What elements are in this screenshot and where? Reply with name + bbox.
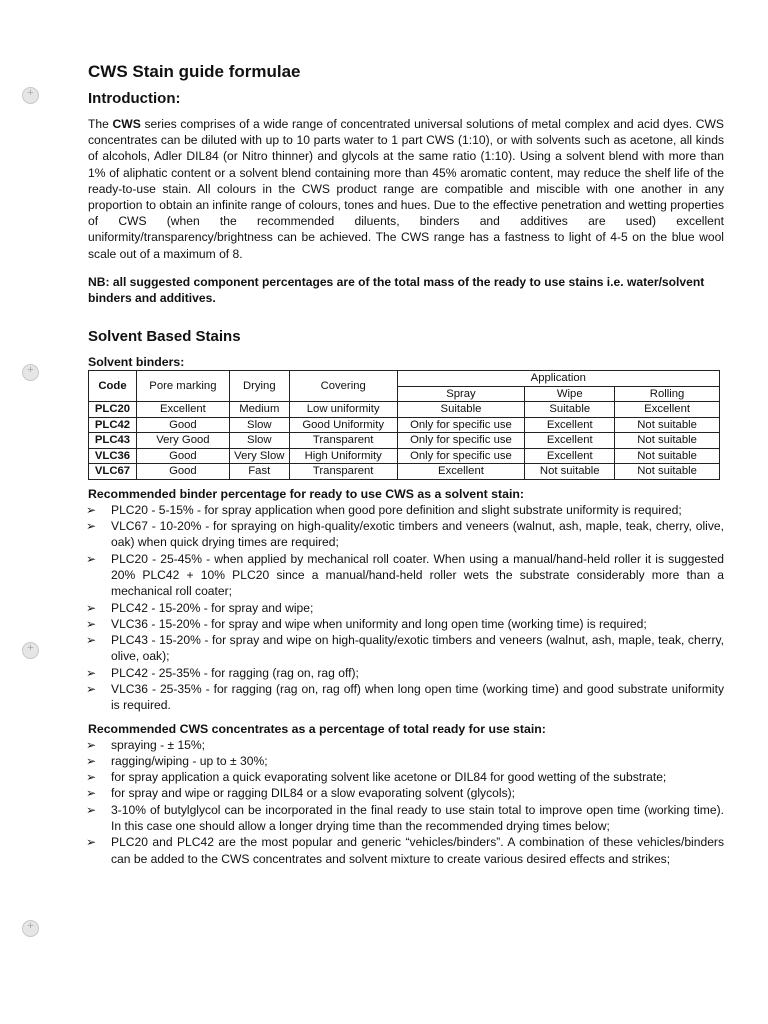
cell-pore: Good: [136, 464, 229, 480]
list-item: ➢ PLC42 - 25-35% - for ragging (rag on, rag off);: [86, 665, 359, 680]
cell-rolling: Excellent: [615, 402, 720, 418]
cell-spray: Suitable: [397, 402, 525, 418]
cell-drying: Slow: [229, 433, 289, 449]
punch-hole-icon: [22, 87, 39, 104]
table-row: [89, 464, 720, 480]
nb-note: NB: all suggested component percentages are of the total mass of the ready to use stains i.e. water/solvent binders and additives.: [88, 274, 705, 306]
cell-covering: Good Uniformity: [289, 417, 397, 433]
solvent-section-heading: Solvent Based Stains: [88, 328, 241, 346]
list-item: ➢ VLC36 - 25-35% - for ragging (rag on, rag off) when long open time (working time) and good substrate uniformity is required.: [86, 682, 724, 713]
rec-binder-list: [88, 502, 724, 714]
cell-pore: Good: [136, 448, 229, 464]
cell-code: VLC67: [89, 464, 137, 480]
cell-rolling: Not suitable: [615, 448, 720, 464]
punch-hole-icon: [22, 920, 39, 937]
cell-rolling: Not suitable: [615, 417, 720, 433]
cell-code: PLC42: [89, 417, 137, 433]
arrow-bullet-icon: ➢: [86, 665, 97, 680]
cell-drying: Medium: [229, 402, 289, 418]
list-item: ➢ PLC43 - 15-20% - for spray and wipe on high-quality/exotic timbers and veneers (walnut, ash, maple, teak, cherry, olive, oak);: [86, 633, 724, 664]
cell-covering: Transparent: [289, 433, 397, 449]
arrow-bullet-icon: ➢: [86, 633, 97, 648]
arrow-bullet-icon: ➢: [86, 753, 97, 768]
arrow-bullet-icon: ➢: [86, 770, 97, 785]
arrow-bullet-icon: ➢: [86, 519, 97, 534]
cell-drying: Very Slow: [229, 448, 289, 464]
table-row: [89, 417, 720, 433]
cell-spray: Only for specific use: [397, 448, 525, 464]
cell-pore: Very Good: [136, 433, 229, 449]
rec-concentrate-heading: Recommended CWS concentrates as a percentage of total ready for use stain:: [88, 721, 546, 736]
arrow-bullet-icon: ➢: [86, 786, 97, 801]
header-application: Application: [397, 371, 719, 387]
cell-wipe: Excellent: [525, 433, 615, 449]
cell-covering: High Uniformity: [289, 448, 397, 464]
page-title: CWS Stain guide formulae: [88, 62, 301, 81]
arrow-bullet-icon: ➢: [86, 682, 97, 696]
list-item: ➢ for spray and wipe or ragging DIL84 or a slow evaporating solvent (glycols);: [86, 786, 516, 801]
list-item: ➢ spraying - ± 15%;: [86, 737, 206, 752]
intro-paragraph: The CWS series comprises of a wide range of concentrated universal solutions of metal complex and acid dyes. CWS concentrates can be diluted with up to 10 parts water to 1 part CWS (1:10), or with solvents such as acetone, all kinds of alcohols, Adler DIL84 (or Nitro thinner) and glycols at the same ratio (1:10). Using a solvent blend with more than 1% of aliphatic content or a solvent blend containing more than 45% aromatic content, may reduce the shelf life of the ready-to-use stain. All colours in the CWS product range are compatible and miscible with one another in any proportion to obtain an infinite range of colours, tones and hues. Due to the effective penetration and wetting properties of CWS (when the recommended diluents, binders and additives are used) excellent uniformity/transparency/brightness can be achieved. The CWS range has a fastness to light of 4-5 on the blue wool scale out of a maximum of 8.: [88, 117, 724, 261]
cell-covering: Transparent: [289, 464, 397, 480]
cell-wipe: Suitable: [525, 402, 615, 418]
binders-label: Solvent binders:: [88, 355, 185, 370]
cell-rolling: Not suitable: [615, 464, 720, 480]
header-drying: Drying: [229, 371, 289, 402]
cell-spray: Only for specific use: [397, 433, 525, 449]
arrow-bullet-icon: ➢: [86, 600, 97, 615]
list-item: ➢ ragging/wiping - up to ± 30%;: [86, 753, 268, 768]
header-wipe: Wipe: [525, 386, 615, 402]
list-item: ➢ PLC20 - 25-45% - when applied by mechanical roll coater. When using a manual/hand-held roller it is suggested 20% PLC42 + 10% PLC20 since a manual/hand-held roller wets the substrate considerably more than a mechanical roll coater;: [86, 551, 724, 599]
header-code: Code: [89, 371, 137, 402]
list-item: ➢ VLC36 - 15-20% - for spray and wipe when uniformity and long open time (working time) is required;: [86, 616, 647, 631]
header-covering: Covering: [289, 371, 397, 402]
cell-drying: Fast: [229, 464, 289, 480]
list-item: ➢ PLC42 - 15-20% - for spray and wipe;: [86, 600, 314, 615]
header-pore: Pore marking: [136, 371, 229, 402]
cell-pore: Excellent: [136, 402, 229, 418]
arrow-bullet-icon: ➢: [86, 502, 97, 517]
header-spray: Spray: [397, 386, 525, 402]
arrow-bullet-icon: ➢: [86, 551, 97, 566]
cell-code: VLC36: [89, 448, 137, 464]
header-rolling: Rolling: [615, 386, 720, 402]
list-item: ➢ VLC67 - 10-20% - for spraying on high-quality/exotic timbers and veneers (walnut, ash, maple, teak, cherry, olive, oak) when quick drying times are required;: [86, 519, 724, 550]
arrow-bullet-icon: ➢: [86, 835, 97, 850]
list-item: ➢ PLC20 - 5-15% - for spray application when good pore definition and slight substrate uniformity is required;: [86, 502, 682, 517]
intro-heading: Introduction:: [88, 90, 181, 107]
arrow-bullet-icon: ➢: [86, 737, 97, 752]
cell-wipe: Excellent: [525, 417, 615, 433]
arrow-bullet-icon: ➢: [86, 802, 97, 817]
document-page: [88, 62, 724, 867]
list-item: ➢ PLC20 and PLC42 are the most popular and generic “vehicles/binders”. A combination of these vehicles/binders can be added to the CWS concentrates and solvent mixture to create various desired effects and strikes;: [86, 835, 724, 866]
list-item: ➢ for spray application a quick evaporating solvent like acetone or DIL84 for good wetting of the substrate;: [86, 770, 667, 785]
cell-wipe: Not suitable: [525, 464, 615, 480]
cell-code: PLC20: [89, 402, 137, 418]
table-row: [89, 433, 720, 449]
cell-pore: Good: [136, 417, 229, 433]
punch-hole-icon: [22, 364, 39, 381]
cell-spray: Excellent: [397, 464, 525, 480]
cell-wipe: Excellent: [525, 448, 615, 464]
punch-hole-icon: [22, 642, 39, 659]
cell-code: PLC43: [89, 433, 137, 449]
cell-covering: Low uniformity: [289, 402, 397, 418]
cell-spray: Only for specific use: [397, 417, 525, 433]
rec-binder-heading: Recommended binder percentage for ready to use CWS as a solvent stain:: [88, 486, 524, 501]
table-row: [89, 448, 720, 464]
rec-concentrate-list: [88, 737, 724, 867]
table-row: [89, 402, 720, 418]
cell-drying: Slow: [229, 417, 289, 433]
arrow-bullet-icon: ➢: [86, 616, 97, 631]
cell-rolling: Not suitable: [615, 433, 720, 449]
list-item: ➢ 3-10% of butylglycol can be incorporated in the final ready to use stain total to improve open time (working time). In this case one should allow a longer drying time than the recommended drying times below;: [86, 802, 724, 834]
binders-table: [88, 370, 720, 480]
